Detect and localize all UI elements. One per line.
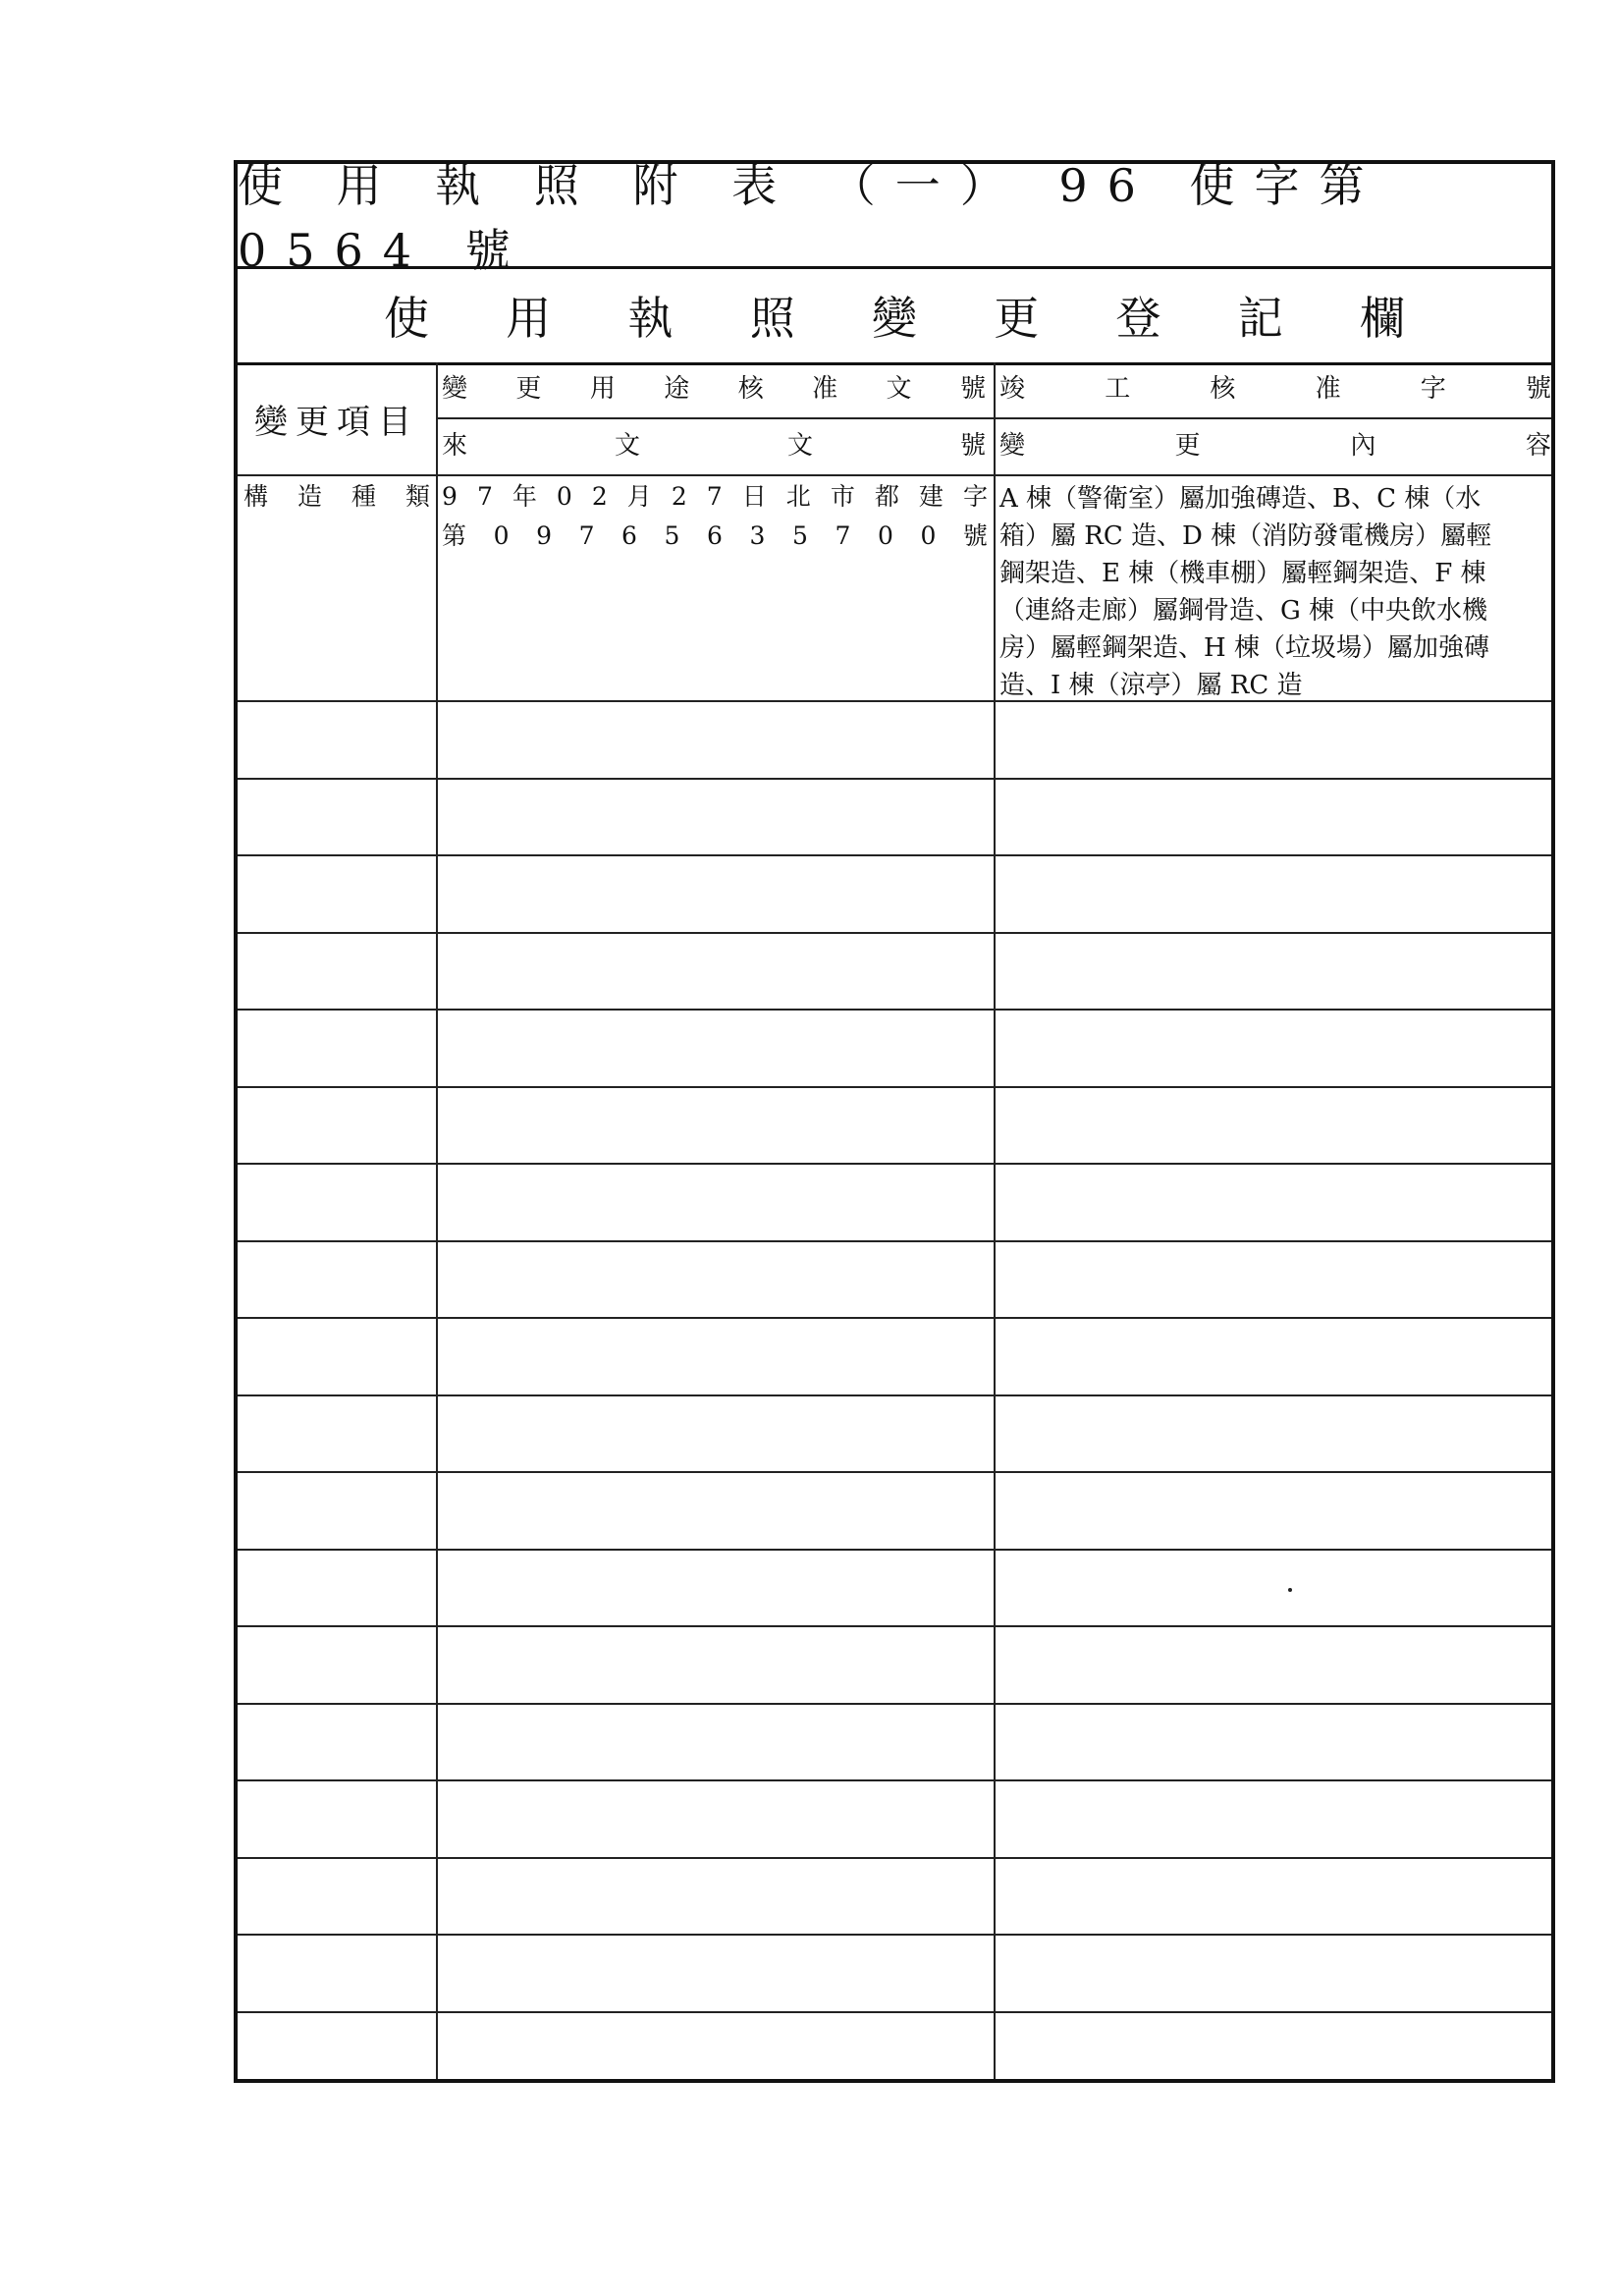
header-char: 號 (959, 374, 986, 404)
subtitle-char: 更 (994, 292, 1040, 345)
subtitle-char: 欄 (1360, 292, 1405, 345)
approval-doc-number-header (442, 372, 986, 406)
entry-char: 種 (351, 482, 376, 511)
row-divider (238, 1009, 1551, 1011)
entry-char: 0 (920, 521, 937, 550)
entry-char: 市 (830, 482, 855, 511)
scan-speck (1288, 1588, 1292, 1592)
header-char: 更 (515, 374, 542, 404)
entry-char: 造 (297, 482, 322, 511)
row-divider (238, 854, 1551, 856)
subtitle-char: 登 (1115, 292, 1161, 345)
header-char: 准 (1315, 374, 1341, 404)
header-char: 內 (1350, 431, 1376, 461)
entry-char: 6 (621, 521, 637, 550)
header-mid-line (436, 417, 1551, 419)
entry-doc-line-1 (442, 480, 988, 514)
row-divider (238, 778, 1551, 780)
column-line-1 (436, 362, 438, 2079)
entry-char: 都 (874, 482, 899, 511)
row-divider (238, 1857, 1551, 1859)
entry-char: 9 (536, 521, 552, 550)
row-divider (238, 700, 1551, 702)
entry-change-item (243, 480, 430, 514)
header-char: 變 (999, 431, 1026, 461)
entry-char: 3 (749, 521, 766, 550)
header-char: 工 (1105, 374, 1131, 404)
entry-char: 5 (791, 521, 808, 550)
row-divider (238, 1779, 1551, 1781)
row-divider (238, 1086, 1551, 1088)
entry-char: 9 (442, 482, 458, 511)
entry-char: 7 (476, 482, 493, 511)
entry-char: 構 (243, 482, 269, 511)
entry-change-content (999, 480, 1555, 704)
header-char: 文 (614, 431, 640, 461)
subtitle-char: 用 (506, 292, 552, 345)
change-content-line: 鋼架造、E 棟（機車棚）屬輕鋼架造、F 棟 (999, 559, 1486, 588)
row-divider (238, 1625, 1551, 1627)
row-divider (238, 1317, 1551, 1319)
row-divider (238, 2011, 1551, 2013)
entry-char: 6 (707, 521, 723, 550)
entry-char: 日 (741, 482, 767, 511)
header-char: 號 (959, 431, 986, 461)
header-char: 更 (1174, 431, 1201, 461)
header-char: 容 (1525, 431, 1551, 461)
source-doc-number-header (442, 429, 986, 463)
subtitle-char: 執 (627, 292, 674, 345)
entry-char: 7 (835, 521, 851, 550)
row-divider (238, 1934, 1551, 1936)
entry-char: 7 (706, 482, 723, 511)
change-content-line: A 棟（警衛室）屬加強磚造、B、C 棟（水 (999, 484, 1482, 514)
header-char: 文 (786, 431, 813, 461)
entry-char: 0 (877, 521, 893, 550)
header-char: 文 (886, 374, 912, 404)
row-divider (238, 1471, 1551, 1473)
header-bottom-line (238, 474, 1551, 476)
row-divider (238, 932, 1551, 934)
entry-char: 2 (671, 482, 687, 511)
change-content-header (999, 429, 1551, 463)
usage-permit-appendix-table (234, 160, 1555, 2083)
entry-char: 2 (591, 482, 608, 511)
subtitle-char: 照 (749, 292, 795, 345)
entry-char: 北 (785, 482, 811, 511)
completion-approval-number-header (999, 372, 1551, 406)
change-content-line: （連絡走廊）屬鋼骨造、G 棟（中央飲水機 (999, 596, 1488, 626)
header-char: 變 (442, 374, 468, 404)
section-subtitle (238, 268, 1551, 362)
entry-char: 類 (404, 482, 430, 511)
entry-char: 7 (578, 521, 595, 550)
change-item-header: 變更項目 (254, 402, 419, 442)
header-char: 途 (664, 374, 690, 404)
header-char: 核 (737, 374, 764, 404)
row-divider (238, 1163, 1551, 1165)
document-title: 使 用 執 照 附 表 （一） 96 使字第 0564 號 (238, 159, 1384, 277)
subtitle-char: 變 (872, 292, 917, 345)
entry-char: 0 (556, 482, 572, 511)
header-char: 號 (1525, 374, 1551, 404)
header-char: 核 (1210, 374, 1236, 404)
row-divider (238, 1394, 1551, 1396)
column-line-2 (994, 362, 996, 2079)
change-content-line: 造、I 棟（涼亭）屬 RC 造 (999, 671, 1303, 700)
header-char: 來 (442, 431, 468, 461)
header-char: 字 (1420, 374, 1446, 404)
row-divider (238, 1703, 1551, 1705)
change-content-line: 箱）屬 RC 造、D 棟（消防發電機房）屬輕 (999, 521, 1492, 551)
header-char: 准 (812, 374, 838, 404)
section-subtitle-chars (384, 283, 1405, 348)
header-char: 竣 (999, 374, 1026, 404)
change-content-line: 房）屬輕鋼架造、H 棟（垃圾場）屬加強磚 (999, 633, 1489, 663)
entry-char: 0 (493, 521, 510, 550)
entry-doc-line-2 (442, 519, 988, 553)
subtitle-char: 記 (1237, 292, 1283, 345)
entry-char: 5 (664, 521, 680, 550)
row-divider (238, 1240, 1551, 1242)
entry-char: 月 (626, 482, 652, 511)
entry-char: 第 (442, 521, 467, 550)
row-divider (238, 1549, 1551, 1551)
header-char: 用 (589, 374, 616, 404)
entry-char: 年 (512, 482, 537, 511)
entry-char: 號 (962, 521, 988, 550)
subtitle-char: 使 (384, 292, 429, 345)
entry-char: 字 (962, 482, 988, 511)
entry-char: 建 (918, 482, 944, 511)
